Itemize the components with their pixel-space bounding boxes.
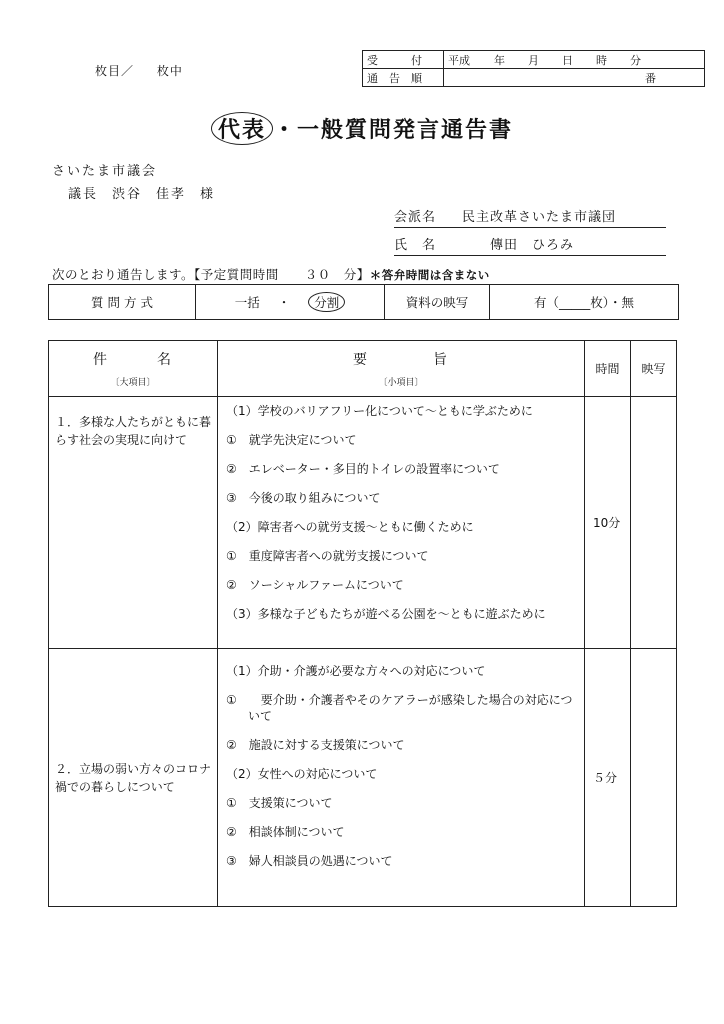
list-item: ③ 婦人相談員の処遇について bbox=[226, 854, 393, 868]
question-method-table bbox=[48, 284, 679, 320]
list-item: （1）介助・介護が必要な方々への対応について bbox=[226, 664, 486, 678]
notice-main: 次のとおり通告します。【予定質問時間 ３０ 分】 bbox=[52, 267, 370, 282]
faction-label: 会派名 bbox=[394, 210, 437, 225]
list-item: （1）学校のバリアフリー化について～ともに学ぶために bbox=[226, 404, 533, 418]
list-item: （2）障害者への就労支援～ともに働くために bbox=[226, 520, 474, 534]
row-subject: ２．立場の弱い方々のコロナ禍での暮らしについて bbox=[49, 649, 218, 907]
table-row bbox=[49, 397, 677, 649]
addressee-council: さいたま市議会 bbox=[52, 164, 158, 179]
member-value: 傳田 ひろみ bbox=[490, 238, 575, 253]
list-item: ② 相談体制について bbox=[226, 825, 345, 839]
row-subject: １．多様な人たちがともに暮らす社会の実現に向けて bbox=[49, 397, 218, 649]
list-item: ② ソーシャルファームについて bbox=[226, 578, 404, 592]
header-time: 時間 bbox=[585, 341, 631, 397]
list-item: ① 重度障害者への就労支援について bbox=[226, 549, 429, 563]
member-line bbox=[394, 234, 666, 256]
table-row bbox=[49, 649, 677, 907]
method-options: 一括 ・ 分割 bbox=[196, 285, 385, 320]
title-text: ・一般質問発言通告書 bbox=[273, 118, 514, 143]
header-subject: 件 名 〔大項目〕 bbox=[49, 341, 218, 397]
member-label: 氏 名 bbox=[394, 238, 437, 253]
questions-table bbox=[48, 340, 677, 907]
projection-label: 資料の映写 bbox=[385, 285, 490, 320]
method-label: 質 問 方 式 bbox=[49, 285, 196, 320]
list-item: ② エレベーター・多目的トイレの設置率について bbox=[226, 462, 500, 476]
page-count bbox=[95, 62, 201, 79]
row-time: ５分 bbox=[585, 649, 631, 907]
table-header-row bbox=[49, 341, 677, 397]
document-title bbox=[0, 112, 724, 145]
received-label: 受 付 bbox=[363, 51, 444, 69]
notice-line bbox=[52, 265, 490, 283]
row-projection bbox=[631, 649, 677, 907]
list-item: （2）女性への対応について bbox=[226, 767, 378, 781]
received-date-field: 平成 年 月 日 時 分 bbox=[444, 51, 705, 69]
row-summary bbox=[218, 397, 585, 649]
list-item: ① 要介助・介護者やそのケアラーが感染した場合の対応について bbox=[226, 693, 573, 723]
list-item: ① 支援策について bbox=[226, 796, 333, 810]
page-number-label: 枚目／ bbox=[95, 64, 135, 78]
row-projection bbox=[631, 397, 677, 649]
header-summary: 要 旨 〔小項目〕 bbox=[218, 341, 585, 397]
reception-box bbox=[362, 50, 705, 87]
list-item: （3）多様な子どもたちが遊べる公園を～ともに遊ぶために bbox=[226, 607, 546, 621]
faction-line bbox=[394, 206, 666, 228]
faction-value: 民主改革さいたま市議団 bbox=[462, 210, 617, 225]
notice-note: ＊答弁時間は含まない bbox=[369, 268, 490, 282]
list-item: ① 就学先決定について bbox=[226, 433, 357, 447]
row-time: 10分 bbox=[585, 397, 631, 649]
order-field: 番 bbox=[444, 69, 705, 87]
header-projection: 映写 bbox=[631, 341, 677, 397]
projection-value: 有（_____枚）・無 bbox=[490, 285, 679, 320]
method-divided-circled: 分割 bbox=[308, 292, 345, 312]
list-item: ② 施設に対する支援策について bbox=[226, 738, 405, 752]
page-total-label: 枚中 bbox=[156, 64, 183, 78]
list-item: ③ 今後の取り組みについて bbox=[226, 491, 381, 505]
title-circled-representative: 代表 bbox=[211, 112, 273, 145]
addressee-chair: 議長 渋谷 佳孝 様 bbox=[68, 187, 216, 202]
order-label: 通 告 順 bbox=[363, 69, 444, 87]
row-summary bbox=[218, 649, 585, 907]
